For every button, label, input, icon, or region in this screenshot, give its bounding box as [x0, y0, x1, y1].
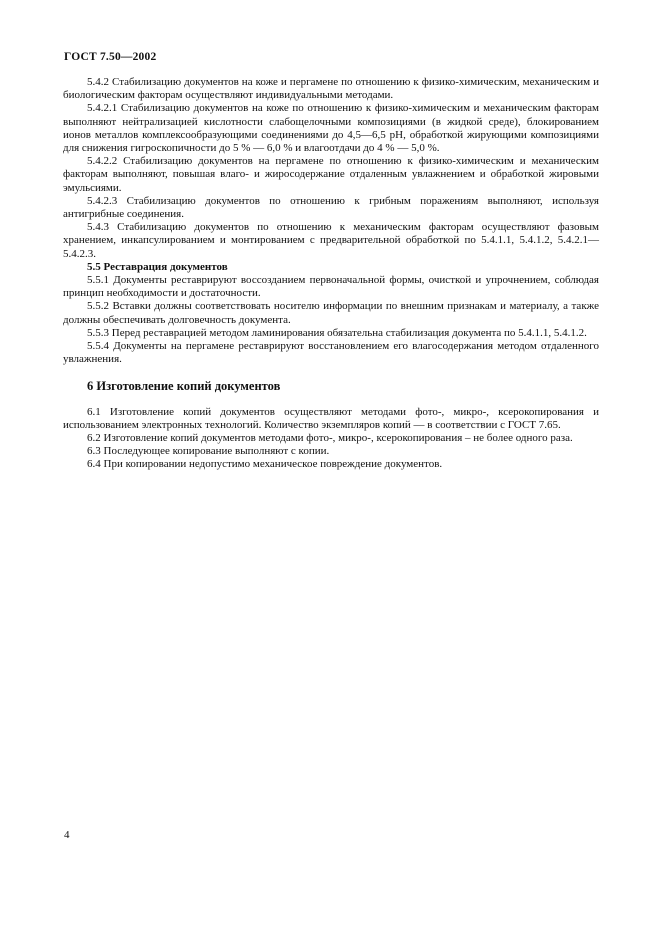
- document-code-header: ГОСТ 7.50—2002: [64, 51, 157, 63]
- paragraph-6-2: 6.2 Изготовление копий документов методами фото-, микро-, ксерокопирования – не более одного раза.: [87, 432, 573, 445]
- paragraph-6-1: 6.1 Изготовление копий документов осуществляют методами фото-, микро-, ксерокопирования и использованием электронных технологий. Количество экземпляров копий — в соответствии с ГОСТ 7.65.: [63, 405, 599, 431]
- subsection-heading-5-5: 5.5 Реставрация документов: [87, 260, 228, 273]
- paragraph-5-4-3: 5.4.3 Стабилизацию документов по отношению к механическим факторам осуществляют фазовым хранением, инкапсулированием и монтированием с предварительной обработкой по 5.4.1.1, 5.4.1.2, 5.4.2.1—5.4.2.3.: [63, 221, 599, 260]
- document-body: [63, 76, 599, 472]
- paragraph-5-5-3: 5.5.3 Перед реставрацией методом ламинирования обязательна стабилизация документа по 5.4.1.1, 5.4.1.2.: [87, 326, 587, 339]
- paragraph-5-4-2-2: 5.4.2.2 Стабилизацию документов на пергамене по отношению к физико-химическим и механическим факторам выполняют, повышая влаго- и жиросодержание отдаленным увлажнением и обработкой жировыми эмульсиями.: [63, 155, 599, 194]
- paragraph-5-4-2-1: 5.4.2.1 Стабилизацию документов на коже по отношению к физико-химическим и механическим факторам выполняют нейтрализацией кислотности слабощелочными композициями (в жидкой среде), блокированием ионов металлов комплексообразующими соединениями до 4,5—6,5 pH, обработкой жирующими композициями для снижения гигроскопичности до 5 % — 6,0 % и влагоотдачи до 4 % — 5,0 %.: [63, 102, 599, 155]
- paragraph-5-4-2-3: 5.4.2.3 Стабилизацию документов по отношению к грибным поражениям выполняют, используя антигрибные соединения.: [63, 194, 599, 221]
- page-number: 4: [64, 829, 70, 841]
- paragraph-5-5-1: 5.5.1 Документы реставрируют воссозданием первоначальной формы, очисткой и упрочнением, соблюдая принцип необходимости и достаточности.: [63, 274, 599, 300]
- section-heading-6: 6 Изготовление копий документов: [87, 379, 281, 394]
- paragraph-6-4: 6.4 При копировании недопустимо механическое повреждение документов.: [87, 458, 443, 471]
- paragraph-5-5-4: 5.5.4 Документы на пергамене реставрируют восстановлением его влагосодержания методом отдаленного увлажнения.: [63, 340, 599, 366]
- paragraph-6-3: 6.3 Последующее копирование выполняют с копии.: [87, 445, 330, 458]
- paragraph-5-5-2: 5.5.2 Вставки должны соответствовать носителю информации по внешним признакам и материалу, а также должны обеспечивать долговечность документа.: [63, 300, 599, 326]
- paragraph-5-4-2: 5.4.2 Стабилизацию документов на коже и пергамене по отношению к физико-химическим, механическим и биологическим факторам осуществляют индивидуальными методами.: [63, 76, 599, 102]
